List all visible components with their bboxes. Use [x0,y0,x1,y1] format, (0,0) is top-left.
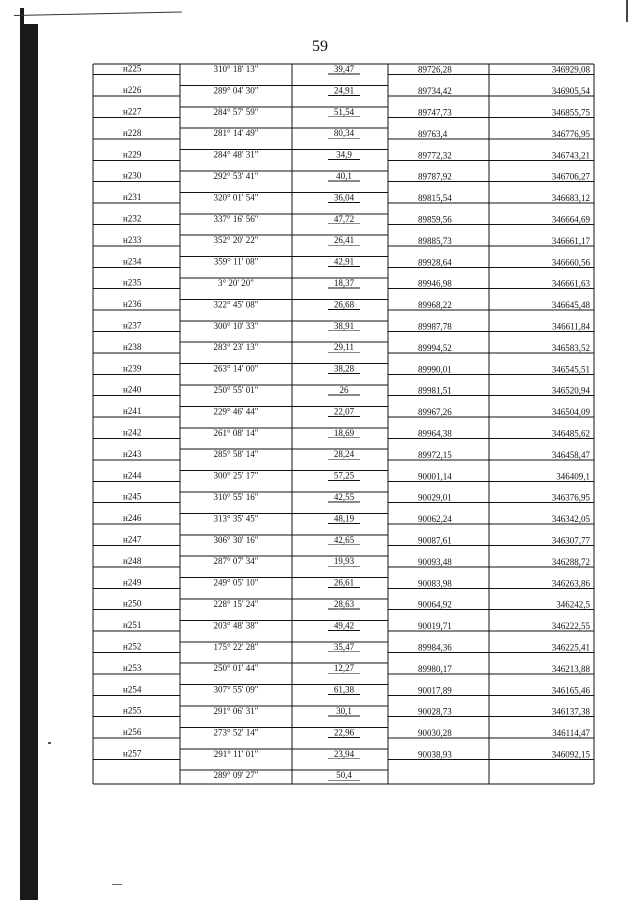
point-name: н257 [123,748,142,759]
coordinate-x: 89967,26 [418,407,452,418]
point-name: н226 [123,85,142,96]
coordinate-x: 90001,14 [418,471,452,482]
bearing-angle: 285° 58' 14" [213,449,259,460]
coordinate-y: 346611,84 [552,321,590,332]
bearing-angle: 307° 55' 09" [213,684,259,695]
point-name: н244 [123,470,142,481]
point-name: н238 [123,341,142,352]
segment-distance: 19,93 [333,556,355,567]
point-name: н231 [123,192,142,203]
bearing-angle: 175° 22' 28" [213,641,259,652]
point-name: н233 [123,234,142,245]
bearing-angle: 203° 48' 38" [213,620,259,631]
coordinate-x: 89987,78 [418,321,452,332]
coordinate-x: 90083,98 [418,578,452,589]
bearing-angle: 3° 20' 20" [218,278,254,288]
point-name: н254 [123,684,142,695]
point-name: н230 [123,170,142,181]
coordinate-y: 346137,38 [551,706,590,717]
bearing-angle: 250° 01' 44" [213,663,259,674]
coordinate-y: 346661,17 [551,235,590,246]
coordinate-x: 89972,15 [418,449,452,460]
coordinate-y: 346225,41 [551,642,590,653]
bearing-angle: 287° 07' 34" [213,556,259,567]
segment-distance: 24,91 [333,85,355,96]
segment-distance: 49,42 [333,620,355,631]
coordinate-y: 346342,05 [551,514,590,525]
coordinate-y: 346288,72 [551,556,590,567]
bearing-angle: 300° 25' 17" [213,470,259,481]
coordinate-x: 90093,48 [418,556,452,567]
segment-distance: 80,34 [333,128,355,139]
coordinate-y: 346263,86 [551,578,590,589]
bearing-angle: 284° 48' 31" [213,149,259,160]
coordinate-y: 346409,1 [556,471,590,482]
segment-distance: 35,47 [333,641,355,652]
point-name: н236 [123,299,142,310]
coordinate-y: 346743,21 [551,150,590,161]
bearing-angle: 291° 11' 01" [213,748,259,759]
coordinate-y: 346222,55 [551,621,590,632]
point-name: н227 [123,106,142,117]
segment-distance: 22,07 [333,406,355,417]
coordinate-y: 346092,15 [551,749,590,760]
coordinate-x: 89734,42 [418,86,452,97]
bearing-angle: 289° 09' 27" [213,770,259,781]
segment-distance: 57,25 [333,470,355,481]
point-name: н251 [123,620,142,631]
segment-distance: 42,65 [333,534,355,545]
segment-distance: 30,1 [336,706,352,716]
coordinate-y: 346458,47 [551,449,590,460]
coordinate-x: 89968,22 [418,300,452,311]
segment-distance: 26,41 [333,235,355,246]
coordinate-y: 346776,95 [551,128,590,139]
page-number: 59 [312,38,328,55]
bearing-angle: 281° 14' 49" [213,128,259,139]
segment-distance: 38,91 [333,320,355,331]
coordinate-y: 346165,46 [551,685,590,696]
coordinate-x: 89885,73 [418,235,452,246]
bearing-angle: 292° 53' 41" [213,171,259,181]
coordinate-y: 346583,52 [551,342,590,353]
coordinate-x: 89726,28 [418,64,452,75]
bearing-angle: 284° 57' 59" [213,106,259,117]
coordinate-x: 90064,92 [418,599,452,610]
coordinate-y: 346376,95 [551,492,590,503]
bearing-angle: 322° 45' 08" [213,299,259,310]
coordinate-x: 90029,01 [418,492,452,503]
point-name: н245 [123,491,142,502]
point-name: н225 [123,63,142,74]
point-name: н239 [123,363,142,374]
segment-distance: 38,28 [333,363,355,374]
coordinate-x: 90028,73 [418,706,452,717]
segment-distance: 40,1 [336,171,352,181]
segment-distance: 50,4 [336,770,352,781]
coordinate-y: 346706,27 [551,171,590,182]
point-name: н240 [123,384,142,395]
bearing-angle: 261° 08' 14" [213,427,259,438]
segment-distance: 42,91 [333,256,355,267]
segment-distance: 48,19 [333,513,355,524]
segment-distance: 12,27 [333,663,355,674]
coordinate-x: 89981,51 [418,385,452,396]
coordinate-x: 90038,93 [418,749,452,760]
coordinate-y: 346485,62 [551,428,590,439]
coordinate-y: 346213,88 [551,663,590,674]
segment-distance: 22,96 [333,727,355,738]
bearing-angle: 283° 23' 13" [213,342,259,353]
bearing-angle: 263° 14' 00" [213,363,259,374]
segment-distance: 28,63 [333,599,355,609]
coordinate-x: 89964,38 [418,428,452,439]
coordinate-x: 90019,71 [418,621,452,632]
coordinate-y: 346545,51 [551,364,590,375]
point-name: н250 [123,598,142,609]
bearing-angle: 289° 04' 30" [213,85,259,96]
segment-distance: 36,04 [333,192,355,203]
bearing-angle: 306° 30' 16" [213,534,259,545]
coordinate-x: 89990,01 [418,364,452,375]
bearing-angle: 228° 15' 24" [213,599,259,609]
coordinate-y: 346929,08 [551,64,590,75]
coordinate-y: 346242,5 [556,599,590,610]
coordinate-y: 346504,09 [551,407,590,418]
coordinate-x: 89928,64 [418,257,452,268]
coordinate-x: 90087,61 [418,535,452,546]
bearing-angle: 250° 55' 01" [213,385,259,395]
coordinate-y: 346114,47 [552,728,590,739]
segment-distance: 42,55 [333,492,355,502]
coordinate-y: 346855,75 [551,107,590,118]
coordinate-x: 89787,92 [418,171,452,182]
bearing-angle: 313° 35' 45" [213,513,259,524]
bearing-angle: 229° 46' 44" [213,406,259,417]
point-name: н232 [123,213,142,224]
segment-distance: 61,38 [333,684,355,695]
point-name: н256 [123,727,142,738]
segment-distance: 34,9 [336,149,352,160]
segment-distance: 26,61 [333,577,355,588]
point-name: н247 [123,534,142,545]
bearing-angle: 310° 18' 13" [213,64,259,74]
segment-distance: 18,37 [333,278,355,288]
coordinate-x: 90030,28 [418,728,452,739]
segment-distance: 28,24 [333,449,355,460]
coordinate-x: 90017,89 [418,685,452,696]
bearing-angle: 352° 20' 22" [213,235,259,246]
coordinate-y: 346520,94 [551,385,590,396]
bearing-angle: 249° 05' 10" [213,577,259,588]
point-name: н253 [123,662,142,673]
segment-distance: 47,72 [333,213,355,224]
point-name: н234 [123,256,142,267]
segment-distance: 51,54 [333,106,355,117]
coordinate-y: 346661,63 [551,278,590,289]
coordinate-x: 89984,36 [418,642,452,653]
bearing-angle: 273° 52' 14" [213,727,259,738]
coordinate-y: 346683,12 [551,193,590,204]
point-name: н229 [123,149,142,160]
coordinate-x: 89859,56 [418,214,452,225]
bearing-angle: 310° 55' 16" [213,492,259,502]
coordinate-x: 89772,32 [418,150,452,161]
coordinate-y: 346660,56 [551,257,590,268]
segment-distance: 29,11 [334,342,354,353]
point-name: н243 [123,448,142,459]
bearing-angle: 320° 01' 54" [213,192,259,203]
point-name: н242 [123,427,142,438]
point-name: н235 [123,277,142,288]
point-name: н237 [123,320,142,331]
segment-distance: 26 [339,385,349,395]
coordinate-x: 89747,73 [418,107,452,118]
segment-distance: 18,69 [333,427,355,438]
point-name: н246 [123,513,142,524]
point-name: н252 [123,641,142,652]
coordinate-x: 89763,4 [418,128,448,139]
bearing-angle: 359° 11' 08" [213,256,259,267]
coordinate-x: 89994,52 [418,342,452,353]
coordinate-x: 89815,54 [418,193,452,204]
point-name: н255 [123,705,142,716]
point-name: н248 [123,555,142,566]
segment-distance: 23,94 [333,748,355,759]
segment-distance: 26,68 [333,299,355,310]
coordinate-y: 346664,69 [551,214,590,225]
segment-distance: 39,47 [333,64,355,74]
coordinate-x: 89980,17 [418,663,452,674]
bearing-angle: 300° 10' 33" [213,320,259,331]
coordinate-y: 346307,77 [551,535,590,546]
coordinate-x: 89946,98 [418,278,452,289]
point-name: н249 [123,577,142,588]
coordinate-y: 346905,54 [551,86,590,97]
point-name: н228 [123,127,142,138]
bearing-angle: 291° 06' 31" [213,706,259,716]
coordinate-x: 90062,24 [418,514,452,525]
bearing-angle: 337° 16' 56" [213,213,259,224]
point-name: н241 [123,406,142,417]
coordinate-y: 346645,48 [551,300,590,311]
